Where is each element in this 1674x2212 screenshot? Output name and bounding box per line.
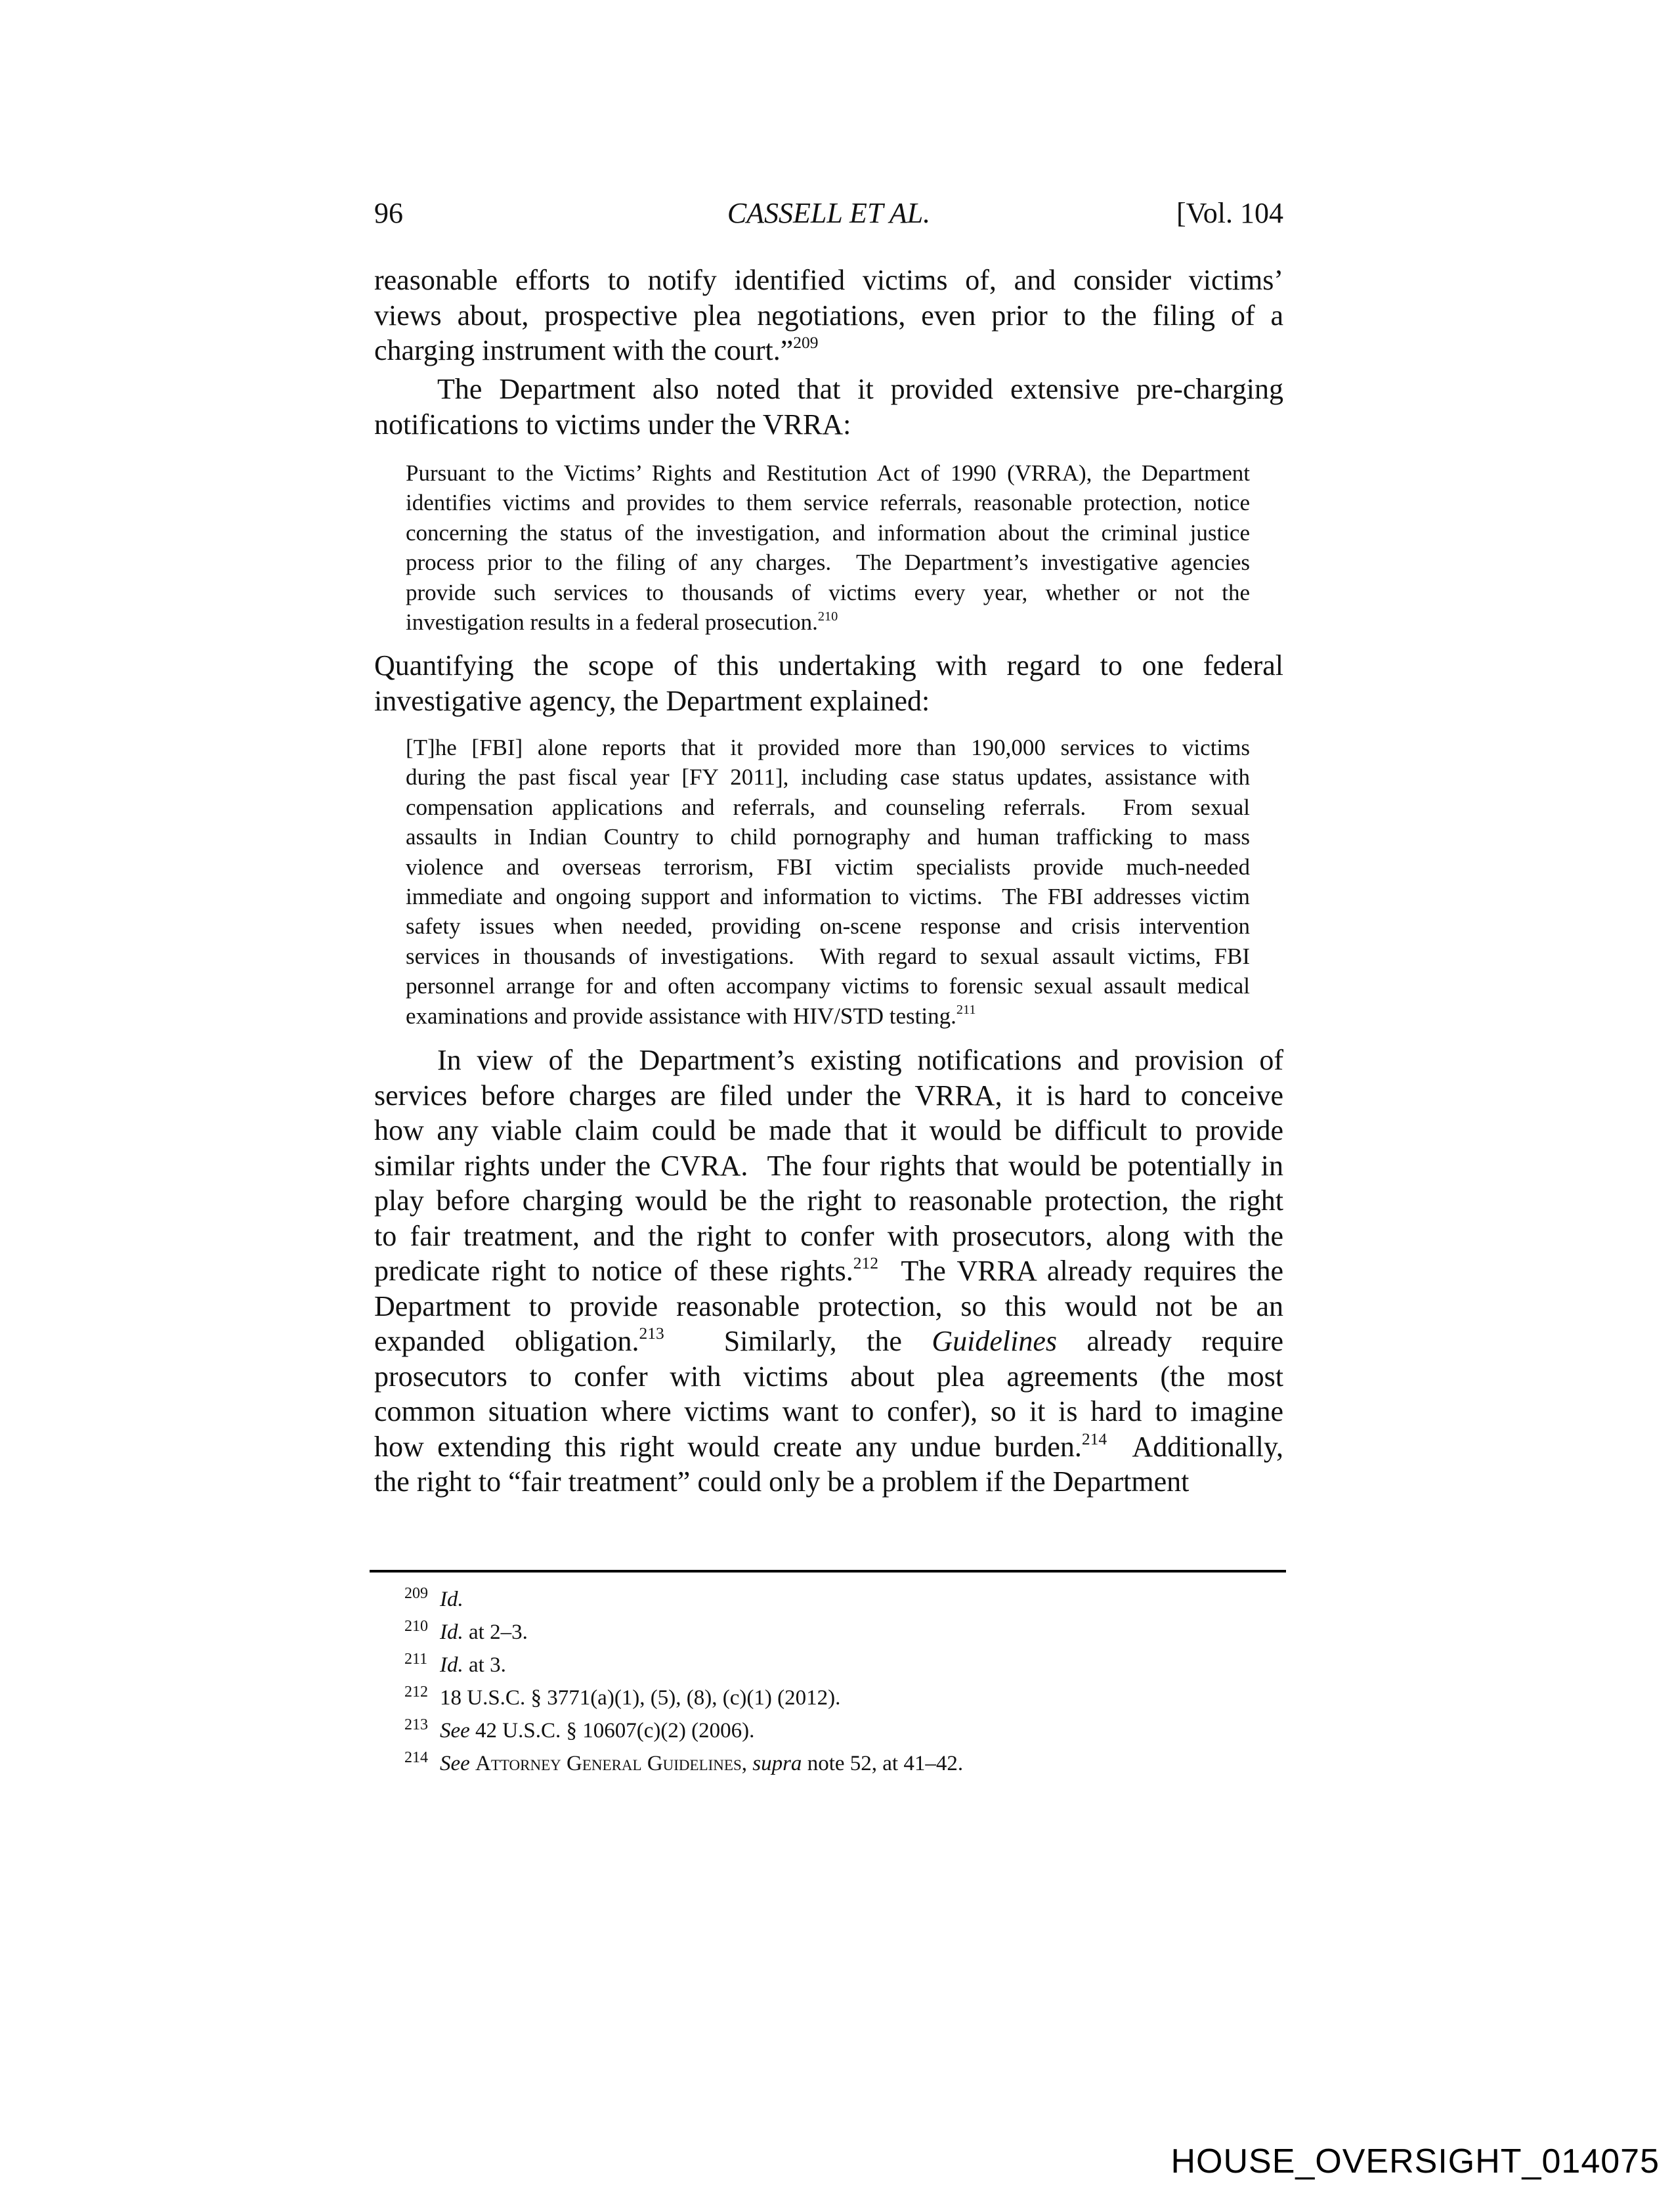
text-run: expanded obligation.	[374, 1325, 639, 1357]
text-run: Pursuant to the Victims’ Rights and Restitution Act of 1990 (VRRA), the Department	[406, 460, 1250, 486]
line-content	[406, 578, 1250, 607]
line-content	[406, 971, 1250, 1001]
text-run: concerning the status of the investigation, and information about the criminal justice	[406, 519, 1250, 546]
text-line	[374, 1289, 1283, 1324]
italic-text: Id.	[440, 1653, 463, 1677]
text-line	[374, 263, 1283, 298]
text-run: immediate and ongoing support and information to victims. The FBI addresses victim	[406, 884, 1250, 910]
line-content	[374, 648, 1283, 683]
line-content	[406, 518, 1250, 548]
line-content	[374, 683, 930, 719]
line-content	[406, 822, 1250, 852]
line-content	[374, 1324, 1283, 1359]
line-content	[437, 1043, 1283, 1078]
text-line	[374, 1429, 1283, 1465]
text-line	[406, 733, 1250, 762]
text-run: 18 U.S.C. § 3771(a)(1), (5), (8), (c)(1) (2012).	[440, 1686, 841, 1710]
text-line	[406, 548, 1250, 577]
text-run: notifications to victims under the VRRA:	[374, 408, 851, 441]
text-line	[374, 1078, 1283, 1114]
line-content	[374, 333, 819, 368]
line-content	[406, 911, 1250, 941]
text-run	[470, 1752, 475, 1775]
text-run: assaults in Indian Country to child pornography and human trafficking to mass	[406, 824, 1250, 850]
italic-text: Id.	[440, 1620, 463, 1644]
line-content	[406, 762, 1250, 792]
text-run: during the past fiscal year [FY 2011], including case status updates, assistance with	[406, 764, 1250, 791]
text-run: play before charging would be the right to reasonable protection, the right	[374, 1184, 1283, 1217]
text-line	[374, 1219, 1283, 1254]
running-title: CASSELL ET AL.	[727, 197, 931, 229]
line-content	[374, 1148, 1283, 1184]
italic-text: supra	[752, 1752, 802, 1775]
footnote-reference: 213	[639, 1324, 664, 1343]
paragraph	[374, 1043, 1283, 1500]
footnote-reference: 210	[817, 609, 838, 624]
line-content	[406, 607, 838, 637]
line-content	[406, 548, 1250, 577]
italic-text: Id.	[440, 1588, 463, 1611]
footnote-number: 212	[404, 1683, 428, 1701]
footnote-reference: 212	[853, 1253, 879, 1273]
text-line	[374, 1324, 1283, 1359]
text-run: common situation where victims want to confer), so it is hard to imagine	[374, 1395, 1283, 1427]
bates-number: HOUSE_OVERSIGHT_014075	[1170, 2142, 1660, 2180]
text-run: identifies victims and provides to them service referrals, reasonable protection, notice	[406, 490, 1250, 516]
text-run: safety issues when needed, providing on-scene response and crisis intervention	[406, 913, 1250, 940]
text-run: Department to provide reasonable protection, so this would not be an	[374, 1290, 1283, 1322]
footnote	[404, 1683, 1258, 1716]
text-line	[374, 1394, 1283, 1429]
text-run: investigation results in a federal prosecution.	[406, 609, 818, 636]
text-run: prosecutors to confer with victims about plea agreements (the most	[374, 1360, 1283, 1393]
line-content	[374, 1394, 1283, 1429]
small-caps-text: Attorney General Guidelines	[475, 1752, 742, 1775]
footnote-divider	[370, 1570, 1286, 1572]
text-run: how any viable claim could be made that it would be difficult to provide	[374, 1114, 1283, 1146]
line-content	[406, 882, 1250, 911]
text-line	[374, 1359, 1283, 1395]
line-content	[374, 1429, 1283, 1465]
line-content	[406, 852, 1250, 882]
line-content	[374, 1113, 1283, 1148]
text-run: how extending this right would create any undue burden.	[374, 1430, 1082, 1463]
text-line	[406, 882, 1250, 911]
italic-text: See	[440, 1719, 470, 1743]
footnote	[404, 1716, 1258, 1748]
text-run: to fair treatment, and the right to confer with prosecutors, along with the	[374, 1219, 1283, 1252]
text-line	[374, 1148, 1283, 1184]
text-line	[374, 1253, 1283, 1289]
footnote-text	[440, 1716, 754, 1746]
text-run: Similarly, the	[664, 1325, 932, 1357]
text-run: at 3.	[463, 1653, 506, 1677]
text-line	[406, 578, 1250, 607]
text-run: services in thousands of investigations. With regard to sexual assault victims, FBI	[406, 943, 1250, 969]
text-line	[374, 372, 1283, 407]
line-content	[406, 488, 1250, 517]
text-line	[374, 1183, 1283, 1219]
text-run: ,	[741, 1752, 753, 1775]
text-line	[374, 1043, 1283, 1078]
line-content	[406, 792, 1250, 822]
text-line	[374, 683, 1283, 719]
text-run: services before charges are filed under the VRRA, it is hard to conceive	[374, 1079, 1283, 1112]
footnote-number: 214	[404, 1749, 428, 1766]
text-run: note 52, at 41–42.	[802, 1752, 964, 1775]
text-line	[406, 518, 1250, 548]
line-content	[374, 1464, 1189, 1500]
italic-text: See	[440, 1752, 470, 1775]
text-line	[374, 407, 1283, 443]
line-content	[374, 1253, 1283, 1289]
footnote	[404, 1650, 1258, 1683]
text-run: reasonable efforts to notify identified victims of, and consider victims’	[374, 264, 1283, 296]
text-line	[406, 822, 1250, 852]
block-quote	[406, 458, 1250, 637]
footnote-text	[440, 1617, 528, 1648]
page-number: 96	[374, 197, 403, 229]
text-line	[374, 333, 1283, 368]
text-run: 42 U.S.C. § 10607(c)(2) (2006).	[469, 1719, 755, 1743]
footnote	[404, 1584, 1258, 1617]
footnotes	[404, 1584, 1258, 1781]
footnote-number: 211	[404, 1651, 428, 1668]
text-line	[406, 458, 1250, 488]
text-run: provide such services to thousands of victims every year, whether or not the	[406, 579, 1250, 605]
text-line	[374, 648, 1283, 683]
text-line	[406, 971, 1250, 1001]
line-content	[374, 1183, 1283, 1219]
footnote-text	[440, 1683, 840, 1714]
text-line	[406, 792, 1250, 822]
text-run: process prior to the filing of any charges. The Department’s investigative agencies	[406, 550, 1250, 576]
text-line	[406, 488, 1250, 517]
footnote	[404, 1748, 1258, 1781]
footnote-text	[440, 1584, 463, 1615]
text-run: personnel arrange for and often accompany victims to forensic sexual assault medical	[406, 973, 1250, 999]
text-run: already require	[1057, 1325, 1284, 1357]
text-line	[374, 1464, 1283, 1500]
running-header	[374, 196, 1283, 231]
text-run: charging instrument with the court.”	[374, 334, 794, 366]
text-run: at 2–3.	[463, 1620, 528, 1644]
text-run: similar rights under the CVRA. The four rights that would be potentially in	[374, 1149, 1283, 1182]
line-content	[437, 372, 1283, 407]
line-content	[374, 263, 1283, 298]
line-content	[374, 1219, 1283, 1254]
line-content	[374, 298, 1283, 334]
text-run: The Department also noted that it provided extensive pre-charging	[437, 373, 1283, 405]
text-line	[406, 1001, 1250, 1031]
line-content	[406, 1001, 976, 1031]
text-run: violence and overseas terrorism, FBI victim specialists provide much-needed	[406, 854, 1250, 880]
footnote-text	[440, 1748, 963, 1779]
text-run: Additionally,	[1107, 1430, 1283, 1463]
text-line	[406, 911, 1250, 941]
text-line	[406, 942, 1250, 971]
paragraph	[374, 263, 1283, 368]
line-content	[374, 1078, 1283, 1114]
text-line	[406, 607, 1250, 637]
text-line	[406, 762, 1250, 792]
line-content	[406, 733, 1250, 762]
line-content	[374, 407, 851, 443]
line-content	[406, 458, 1250, 488]
footnote-number: 213	[404, 1716, 428, 1733]
footnote-text	[440, 1650, 506, 1681]
footnote	[404, 1617, 1258, 1650]
footnote-reference: 214	[1081, 1429, 1107, 1448]
italic-text: Guidelines	[932, 1325, 1057, 1357]
text-run: [T]he [FBI] alone reports that it provided more than 190,000 services to victims	[406, 735, 1250, 760]
footnote-number: 210	[404, 1618, 428, 1635]
text-run: investigative agency, the Department explained:	[374, 684, 930, 717]
footnote-reference: 209	[793, 333, 819, 353]
footnote-reference: 211	[956, 1003, 976, 1018]
footnote-number: 209	[404, 1585, 428, 1602]
paragraph	[374, 648, 1283, 718]
text-run: views about, prospective plea negotiations, even prior to the filing of a	[374, 299, 1283, 332]
line-content	[374, 1359, 1283, 1395]
text-line	[406, 852, 1250, 882]
text-run: In view of the Department’s existing notifications and provision of	[437, 1044, 1283, 1076]
text-line	[374, 298, 1283, 334]
paragraph	[374, 372, 1283, 442]
line-content	[374, 1289, 1283, 1324]
text-run: compensation applications and referrals, and counseling referrals. From sexual	[406, 794, 1250, 820]
text-run: predicate right to notice of these rights.	[374, 1255, 853, 1287]
volume-label: [Vol. 104	[1176, 197, 1283, 229]
text-run: the right to “fair treatment” could only be a problem if the Department	[374, 1465, 1190, 1498]
text-run: The VRRA already requires the	[878, 1255, 1283, 1287]
block-quote	[406, 733, 1250, 1031]
line-content	[406, 942, 1250, 971]
text-run: examinations and provide assistance with HIV/STD testing.	[406, 1003, 956, 1029]
text-run: Quantifying the scope of this undertaking with regard to one federal	[374, 649, 1283, 682]
text-line	[374, 1113, 1283, 1148]
